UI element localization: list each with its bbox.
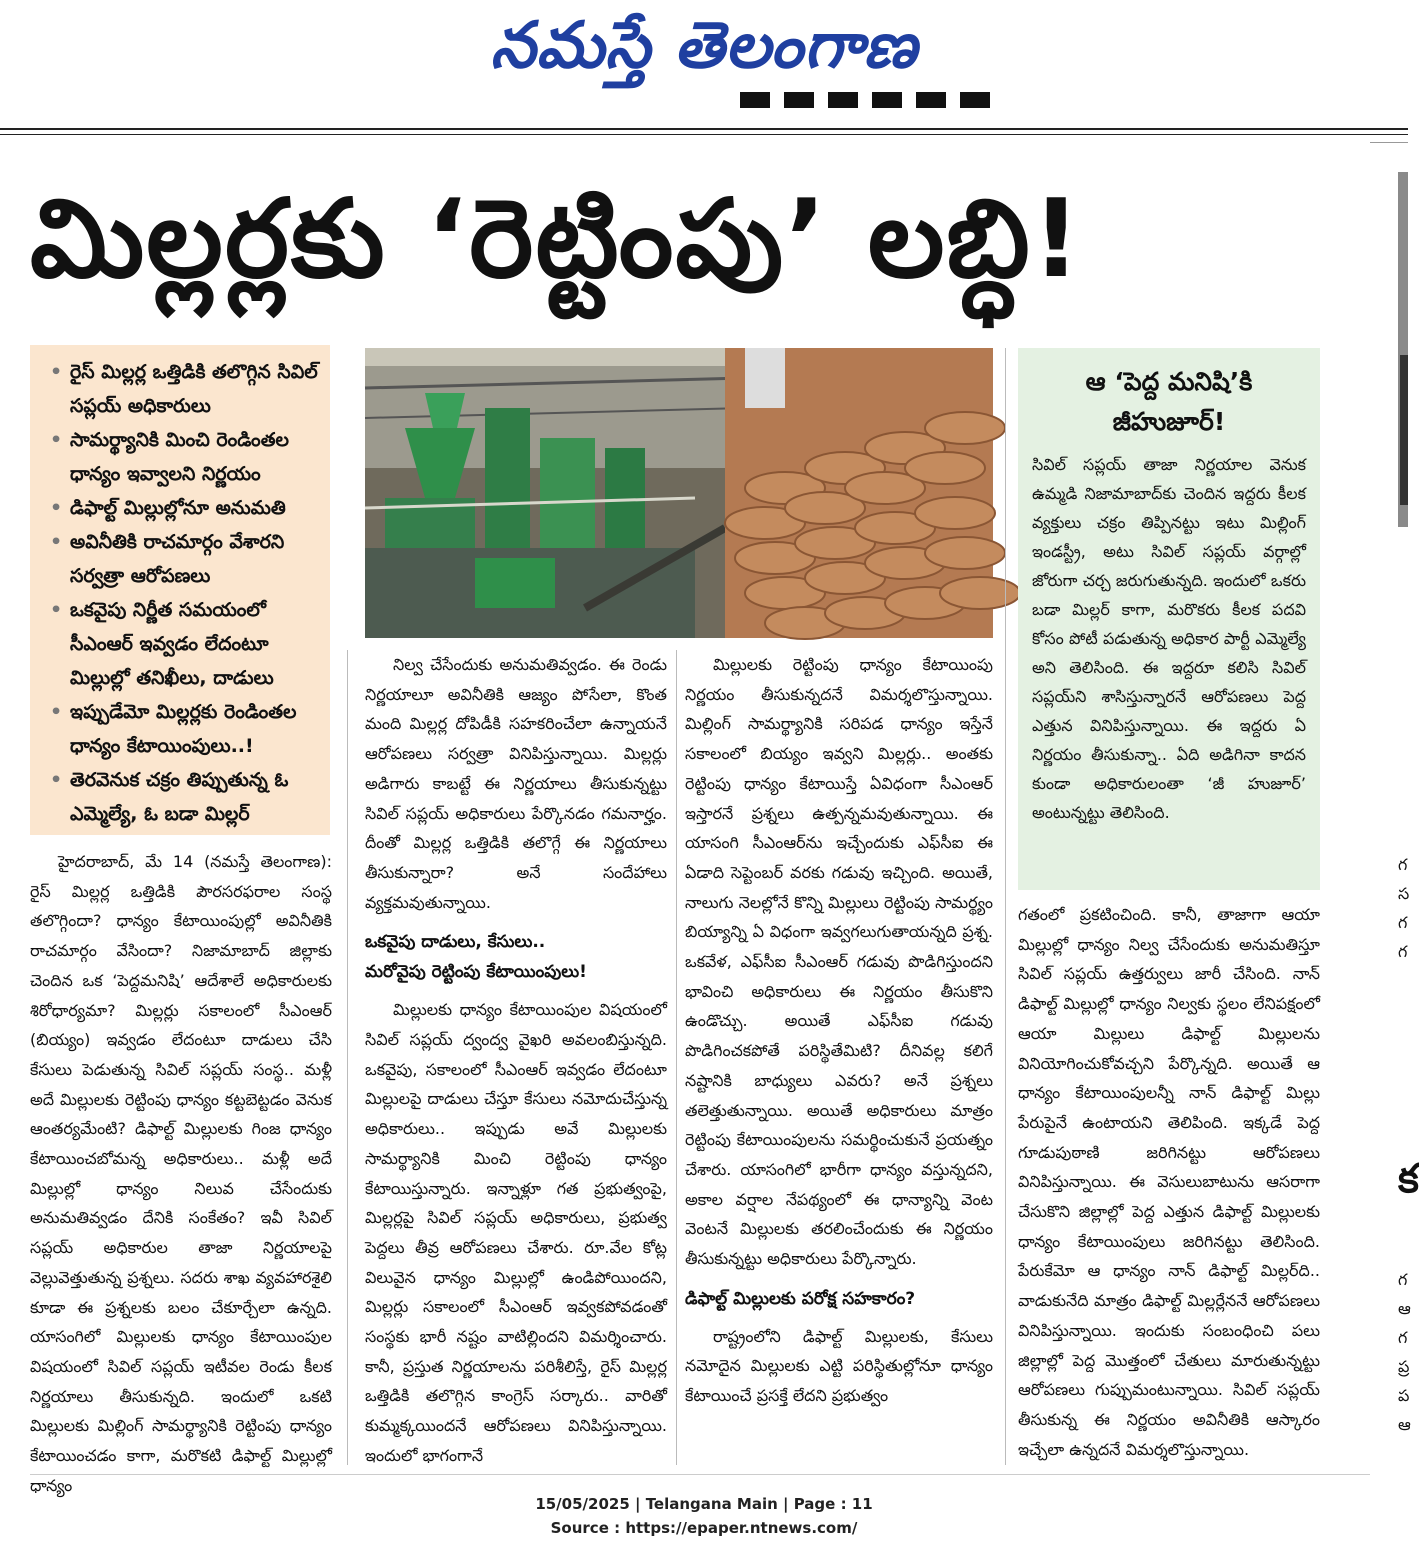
footer-source-link[interactable]: Source : https://epaper.ntnews.com/ xyxy=(550,1519,858,1537)
edge-char: ప xyxy=(1398,1386,1410,1405)
footer-date-page: 15/05/2025 | Telangana Main | Page : 11 xyxy=(535,1495,873,1513)
subheading-line2: మరోవైపు రెట్టింపు కేటాయింపులు! xyxy=(365,962,587,983)
masthead-rule-thin xyxy=(0,134,1408,135)
sidebar-box xyxy=(1018,348,1320,890)
masthead-cutoff-text xyxy=(740,92,1025,112)
column-text: మిల్లులకు రెట్టింపు ధాన్యం కేటాయింపు నిర్ణయం తీసుకున్నదనే విమర్శలొస్తున్నాయి. మిల్లింగ్ సామర్థ్యానికి సరిపడ ధాన్యం ఇస్తేనే సకాలంలో బియ్యం ఇవ్వని మిల్లర్లు.. అంతకు రెట్టింపు ధాన్యం కేటాయిస్తే ఏవిధంగా సీఎంఆర్ ఇస్తారనే ప్రశ్నలు ఉత్పన్నమవుతున్నాయి. ఈ యాసంగి సీఎంఆర్‌ను ఇచ్చేందుకు ఎఫ్‌సీఐ ఈ ఏడాది సెప్టెంబర్ వరకు గడువు ఇచ్చింది. అయితే, నాలుగు నెలల్లోనే కొన్ని మిల్లులు రెట్టింపు సామర్థ్యం బియ్యాన్ని ఏ విధంగా ఇవ్వగలుగుతాయన్నది ప్రశ్న. ఒకవేళ, ఎఫ్‌సీఐ సీఎంఆర్ గడువు పొడిగిస్తుందని భావించి అధికారులు ఈ నిర్ణయం తీసుకొని ఉండొచ్చు. అయితే ఎఫ్‌సీఐ గడువు పొడిగించకపోతే పరిస్థితేమిటి? దీనివల్ల కలిగే నష్టానికి బాధ్యులు ఎవరు? అనే ప్రశ్నలు తలెత్తుతున్నాయి. అయితే అధికారులు మాత్రం రెట్టింపు కేటాయింపులను సమర్థించుకునే ప్రయత్నం చేశారు. యాసంగిలో భారీగా ధాన్యం వస్తున్నదని, అకాల వర్షాల నేపథ్యంలో ఈ ధాన్యాన్ని వెంట వెంటనే మిల్లులకు తరలించేందుకు ఈ నిర్ణయం తీసుకున్నట్టు అధికారులు పేర్కొన్నారు. xyxy=(685,655,993,1269)
adjacent-article-text xyxy=(1398,850,1409,966)
column-divider xyxy=(347,650,348,1465)
edge-char: గ xyxy=(1398,1328,1408,1347)
page-bottom-rule xyxy=(30,1474,1370,1475)
highlights-box xyxy=(30,345,330,835)
column-divider xyxy=(676,650,677,1465)
rice-mill-photo xyxy=(365,348,993,638)
article-column-1 xyxy=(30,847,332,1495)
adjacent-article-photo-dark xyxy=(1400,355,1408,505)
edge-char: ప్ర xyxy=(1398,1357,1410,1376)
edge-char: గ xyxy=(1398,1270,1408,1289)
column-text: మిల్లులకు ధాన్యం కేటాయింపుల విషయంలో సివిల్ సప్లయ్ ద్వంద్వ వైఖరి అవలంబిస్తున్నది. ఒకవైపు, సకాలంలో సీఎంఆర్ ఇవ్వడం లేదంటూ మిల్లులపై దాడులు చేస్తూ కేసులు నమోదుచేస్తున్న అధికారులు.. ఇప్పుడు అవే మిల్లులకు సామర్థ్యానికి మించి రెట్టింపు ధాన్యం కేటాయిస్తున్నారు. ఇన్నాళ్లూ గత ప్రభుత్వంపై, మిల్లర్లపై సివిల్ సప్లయ్ అధికారులు, ప్రభుత్వ పెద్దలు తీవ్ర ఆరోపణలు చేశారు. రూ.వేల కోట్ల విలువైన ధాన్యం మిల్లుల్లో ఉండిపోయిందని, మిల్లర్లు సకాలంలో సీఎంఆర్ ఇవ్వకపోవడంతో సంస్థకు భారీ నష్టం వాటిల్లిందని విమర్శించారు. కానీ, ప్రస్తుత నిర్ణయాలను పరిశీలిస్తే, రైస్ మిల్లర్ల ఒత్తిడికి తలొగ్గిన కాంగ్రెస్ సర్కారు.. వారితో కుమ్మక్కయిందనే ఆరోపణలు వినిపిస్తున్నాయి. ఇందులో భాగంగానే xyxy=(365,1000,667,1465)
highlight-item: • ఒకవైపు నిర్ణీత సమయంలో సీఎంఆర్ ఇవ్వడం లేదంటూ మిల్లుల్లో తనిఖీలు, దాడులు xyxy=(48,593,320,695)
column-text: రాష్ట్రంలోని డిఫాల్ట్ మిల్లులకు, కేసులు నమోదైన మిల్లులకు ఎట్టి పరిస్థితుల్లోనూ ధాన్యం కేటాయించే ప్రసక్తే లేదని ప్రభుత్వం xyxy=(685,1326,993,1406)
sidebar-title-line2: జీహుజూర్! xyxy=(1112,407,1226,436)
edge-char: స xyxy=(1398,884,1410,903)
highlight-item: • అవినీతికి రాచమార్గం వేశారని సర్వత్రా ఆరోపణలు xyxy=(48,525,320,593)
highlight-item: • సామర్థ్యానికి మించి రెండింతల ధాన్యం ఇవ్వాలని నిర్ణయం xyxy=(48,423,320,491)
highlight-item: • తెరవెనుక చక్రం తిప్పుతున్న ఓ ఎమ్మెల్యే, ఓ బడా మిల్లర్ xyxy=(48,763,320,831)
newspaper-logo: నమస్తే తెలంగాణ xyxy=(490,8,918,83)
article-headline: మిల్లర్లకు ‘రెట్టింపు’ లబ్ధి! xyxy=(30,177,1083,302)
subheading-line1: ఒకవైపు దాడులు, కేసులు.. xyxy=(365,932,546,953)
adjacent-article-text-lower xyxy=(1398,1265,1411,1439)
sidebar-title xyxy=(1032,362,1306,442)
page-footer xyxy=(0,1492,1408,1540)
sidebar-body: సివిల్ సప్లయ్ తాజా నిర్ణయాల వెనుక ఉమ్మడి నిజామాబాద్‌కు చెందిన ఇద్దరు కీలక వ్యక్తులు చక్రం తిప్పినట్టు ఇటు మిల్లింగ్ ఇండస్ట్రీ, అటు సివిల్ సప్లయ్ వర్గాల్లో జోరుగా చర్చ జరుగుతున్నది. ఇందులో ఒకరు బడా మిల్లర్ కాగా, మరొకరు కీలక పదవి కోసం పోటీ పడుతున్న అధికార పార్టీ ఎమ్మెల్యే అని తెలిసింది. ఈ ఇద్దరూ కలిసి సివిల్ సప్లయ్‌ని శాసిస్తున్నారనే ఆరోపణలు పెద్ద ఎత్తున వినిపిస్తున్నాయి. ఈ ఇద్దరు ఏ నిర్ణయం తీసుకున్నా.. ఏది అడిగినా కాదన కుండా అధికారులంతా ‘జీ హుజూర్’ అంటున్నట్టు తెలిసింది. xyxy=(1032,455,1306,822)
column-divider xyxy=(1005,348,1006,1465)
subheading: డిఫాల్ట్ మిల్లులకు పరోక్ష సహకారం? xyxy=(685,1288,916,1309)
edge-char: ఆ xyxy=(1398,1299,1411,1318)
article-column-4 xyxy=(1018,900,1320,1465)
adjacent-article-heading: క xyxy=(1398,1156,1419,1202)
column-text: హైదరాబాద్, మే 14 (నమస్తే తెలంగాణ): రైస్ మిల్లర్ల ఒత్తిడికి పౌరసరఫరాల సంస్థ తలొగ్గిందా? ధాన్యం కేటాయింపుల్లో అవినీతికి రాచమార్గం వేసిందా? నిజామాబాద్ జిల్లాకు చెందిన ఒక ‘పెద్దమనిషి’ ఆదేశాలే అధికారులకు శిరోధార్యమా? మిల్లర్లు సకాలంలో సీఎంఆర్ (బియ్యం) ఇవ్వడం లేదంటూ దాడులు చేసి కేసులు పెడుతున్న సివిల్ సప్లయ్ సంస్థ.. మళ్లీ అదే మిల్లులకు రెట్టింపు ధాన్యం కట్టబెట్టడం వెనుక ఆంతర్యమేంటి? డిఫాల్ట్ మిల్లులకు గింజ ధాన్యం కేటాయించబోమన్న అధికారులు.. మళ్లీ అదే మిల్లుల్లో ధాన్యం నిలువ చేసేందుకు అనుమతివ్వడం దేనికి సంకేతం? ఇవీ సివిల్ సప్లయ్ అధికారుల తాజా నిర్ణయాలపై వెల్లువెత్తుతున్న ప్రశ్నలు. సదరు శాఖ వ్యవహారశైలి కూడా ఈ ప్రశ్నలకు బలం చేకూర్చేలా ఉన్నది. యాసంగిలో మిల్లులకు ధాన్యం కేటాయింపుల విషయంలో సివిల్ సప్లయ్ ఇటీవల రెండు కీలక నిర్ణయాలు తీసుకున్నది. ఇందులో ఒకటి మిల్లులకు మిల్లింగ్ సామర్థ్యానికి రెట్టింపు ధాన్యం కేటాయించడం కాగా, మరొకటి డిఫాల్ట్ మిల్లుల్లో ధాన్యం xyxy=(30,852,332,1495)
masthead xyxy=(0,0,1408,135)
column-text: నిల్వ చేసేందుకు అనుమతివ్వడం. ఈ రెండు నిర్ణయాలూ అవినీతికి ఆజ్యం పోసేలా, కొంత మంది మిల్లర్ల దోపిడీకి సహకరించేలా ఉన్నాయనే ఆరోపణలు సర్వత్రా వినిపిస్తున్నాయి. మిల్లర్లు అడిగారు కాబట్టే ఈ నిర్ణయాలు తీసుకున్నట్టు సివిల్ సప్లయ్ అధికారులు పేర్కొనడం గమనార్హం. దీంతో మిల్లర్ల ఒత్తిడికి తలొగ్గే ఈ నిర్ణయాలు తీసుకున్నారా? అనే సందేహాలు వ్యక్తమవుతున్నాయి. xyxy=(365,655,667,912)
highlight-item: • రైస్ మిల్లర్ల ఒత్తిడికి తలొగ్గిన సివిల్ సప్లయ్ అధికారులు xyxy=(48,355,320,423)
edge-char: ఆ xyxy=(1398,1415,1411,1434)
adjacent-article-rule xyxy=(1370,142,1408,143)
highlights-list xyxy=(48,355,320,831)
article-column-2 xyxy=(365,650,667,1465)
subheading xyxy=(365,927,667,987)
edge-char: గ xyxy=(1398,855,1408,874)
sidebar-title-line1: ఆ ‘పెద్ద మనిషి’కి xyxy=(1085,367,1253,396)
edge-char: గ xyxy=(1398,942,1408,961)
column-text: గతంలో ప్రకటించింది. కానీ, తాజాగా ఆయా మిల్లుల్లో ధాన్యం నిల్వ చేసేందుకు అనుమతిస్తూ సివిల్ సప్లయ్ ఉత్తర్వులు జారీ చేసింది. నాన్ డిఫాల్ట్ మిల్లుల్లో ధాన్యం నిల్వకు స్థలం లేనిపక్షంలో ఆయా మిల్లులు డిఫాల్ట్ మిల్లులను వినియోగించుకోవచ్చని పేర్కొన్నది. అయితే ఆ ధాన్యం కేటాయింపులన్నీ నాన్ డిఫాల్ట్ మిల్లు పేరుపైనే ఉంటాయని తెలిపింది. ఇక్కడే పెద్ద గూడుపుఠాణి జరిగినట్టు ఆరోపణలు వినిపిస్తున్నాయి. ఈ వెసులుబాటును ఆసరాగా చేసుకొని జిల్లాల్లో పెద్ద ఎత్తున డిఫాల్ట్ మిల్లులకు ధాన్యం కేటాయింపులు జరిగినట్టు తెలిసింది. పేరుకేమో ఆ ధాన్యం నాన్ డిఫాల్ట్ మిల్లర్‌ది.. వాడుకునేది మాత్రం డిఫాల్ట్ మిల్లర్లేననే ఆరోపణలు వినిపిస్తున్నాయి. ఇందుకు సంబంధించి పలు జిల్లాల్లో పెద్ద మొత్తంలో చేతులు మారుతున్నట్టు ఆరోపణలు గుప్పుమంటున్నాయి. సివిల్ సప్లయ్ తీసుకున్న ఈ నిర్ణయం అవినీతికి ఆస్కారం ఇచ్చేలా ఉన్నదనే విమర్శలొస్తున్నాయి. xyxy=(1018,905,1320,1459)
highlight-item: • డిఫాల్ట్ మిల్లుల్లోనూ అనుమతి xyxy=(48,491,320,525)
edge-char: గ xyxy=(1398,913,1408,932)
masthead-rule xyxy=(0,128,1408,130)
highlight-item: • ఇప్పుడేమో మిల్లర్లకు రెండింతల ధాన్యం కేటాయింపులు..! xyxy=(48,695,320,763)
rice-mill-illustration xyxy=(365,348,993,638)
article-column-3 xyxy=(685,650,993,1465)
